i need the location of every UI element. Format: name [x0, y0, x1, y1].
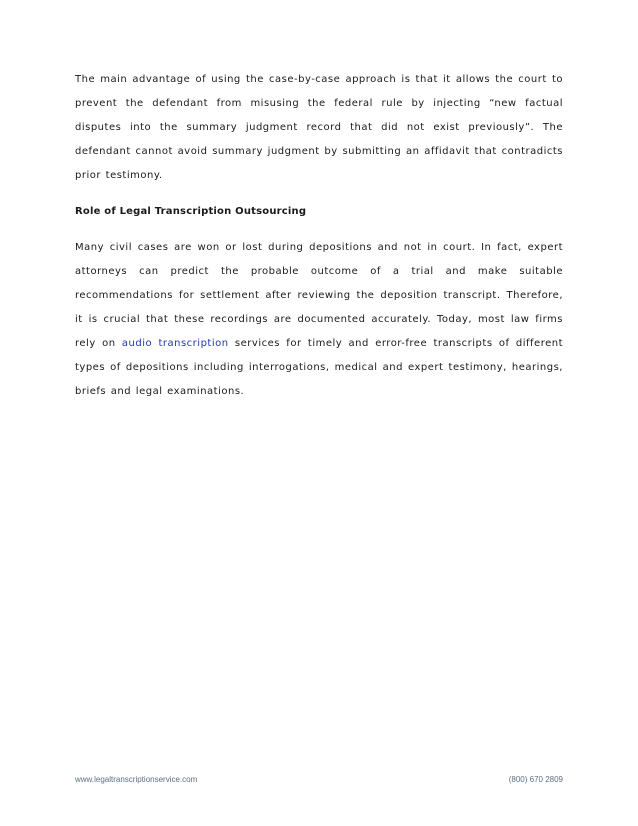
paragraph-text-before-link: Many civil cases are won or lost during depositions and not in court. In fact, expert attorneys can predict the probable outcome of a trial and make suitable recommendations for settlement after reviewing the deposition transcript. Therefore, it is crucial that these recordings are documented accurately. Today, most law firms rely on: [75, 242, 563, 349]
paragraph-depositions: [75, 236, 563, 404]
paragraph-case-by-case: The main advantage of using the case-by-case approach is that it allows the court to prevent the defendant from misusing the federal rule by injecting “new factual disputes into the summary judgment record that did not exist previously”. The defendant cannot avoid summary judgment by submitting an affidavit that contradicts prior testimony.: [75, 74, 563, 181]
page-footer: [75, 775, 563, 789]
footer-website: www.legaltranscriptionservice.com: [75, 775, 198, 784]
section-heading: Role of Legal Transcription Outsourcing: [75, 206, 307, 217]
footer-phone: (800) 670 2809: [508, 775, 563, 784]
paragraph-text-after-link: services for timely and error-free transcripts of different types of depositions including interrogations, medical and expert testimony, hearings, briefs and legal examinations.: [75, 338, 563, 397]
audio-transcription-link[interactable]: audio transcription: [121, 338, 229, 349]
document-body: [75, 68, 563, 404]
